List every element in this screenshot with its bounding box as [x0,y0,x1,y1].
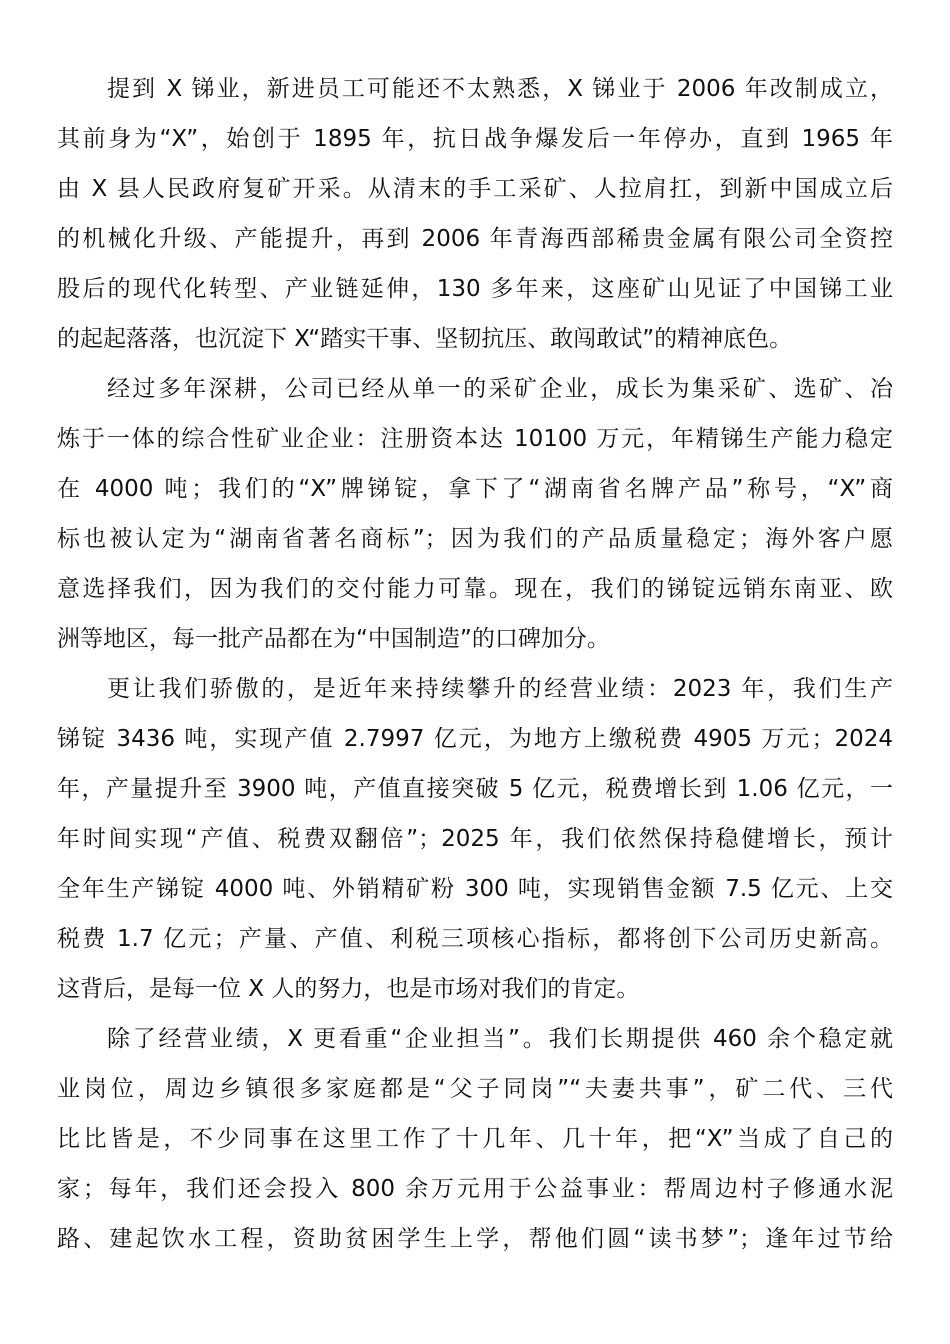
text-line: 年，产量提升至 3900 吨，产值直接突破 5 亿元，税费增长到 1.06 亿元，一 [57,776,893,802]
text-line: 路、建起饮水工程，资助贫困学生上学，帮他们圆“读书梦”；逢年过节给 [57,1226,893,1252]
text-line: 意选择我们，因为我们的交付能力可靠。现在，我们的锑锭远销东南亚、欧 [57,576,893,602]
text-line: 的起起落落，也沉淀下 X“踏实干事、坚韧抗压、敢闯敢试”的精神底色。 [57,326,793,352]
text-line: 炼于一体的综合性矿业企业：注册资本达 10100 万元，年精锑生产能力稳定 [57,426,893,452]
text-line: 洲等地区，每一批产品都在为“中国制造”的口碑加分。 [57,626,610,652]
text-line: 股后的现代化转型、产业链延伸，130 多年来，这座矿山见证了中国锑工业 [57,276,893,302]
paragraph-company-profile [57,364,893,664]
text-line: 全年生产锑锭 4000 吨、外销精矿粉 300 吨，实现销售金额 7.5 亿元、上交 [57,876,893,902]
text-line: 更让我们骄傲的，是近年来持续攀升的经营业绩：2023 年，我们生产 [107,676,893,702]
text-line: 的机械化升级、产能提升，再到 2006 年青海西部稀贵金属有限公司全资控 [57,226,893,252]
text-line: 锑锭 3436 吨，实现产值 2.7997 亿元，为地方上缴税费 4905 万元；2024 [57,726,893,752]
paragraph-responsibility [57,1014,893,1264]
text-line: 比比皆是，不少同事在这里工作了十几年、几十年，把“X”当成了自己的 [57,1126,893,1152]
text-line: 提到 X 锑业，新进员工可能还不太熟悉，X 锑业于 2006 年改制成立， [107,76,893,102]
text-line: 业岗位，周边乡镇很多家庭都是“父子同岗”“夫妻共事”，矿二代、三代 [57,1076,893,1102]
text-line: 经过多年深耕，公司已经从单一的采矿企业，成长为集采矿、选矿、冶 [107,376,893,402]
text-line: 由 X 县人民政府复矿开采。从清末的手工采矿、人拉肩扛，到新中国成立后 [57,176,893,202]
text-line: 家；每年，我们还会投入 800 余万元用于公益事业：帮周边村子修通水泥 [57,1176,893,1202]
text-line: 这背后，是每一位 X 人的努力，也是市场对我们的肯定。 [57,976,640,1002]
text-line: 其前身为“X”，始创于 1895 年，抗日战争爆发后一年停办，直到 1965 年 [57,126,893,152]
document-page [57,64,893,1264]
text-line: 标也被认定为“湖南省著名商标”；因为我们的产品质量稳定；海外客户愿 [57,526,893,552]
text-line: 年时间实现“产值、税费双翻倍”；2025 年，我们依然保持稳健增长，预计 [57,826,893,852]
text-line: 在 4000 吨；我们的“X”牌锑锭，拿下了“湖南省名牌产品”称号，“X”商 [57,476,893,502]
paragraph-performance [57,664,893,1014]
text-line: 除了经营业绩，X 更看重“企业担当”。我们长期提供 460 余个稳定就 [107,1026,893,1052]
paragraph-history [57,64,893,364]
text-line: 税费 1.7 亿元；产量、产值、利税三项核心指标，都将创下公司历史新高。 [57,926,893,952]
